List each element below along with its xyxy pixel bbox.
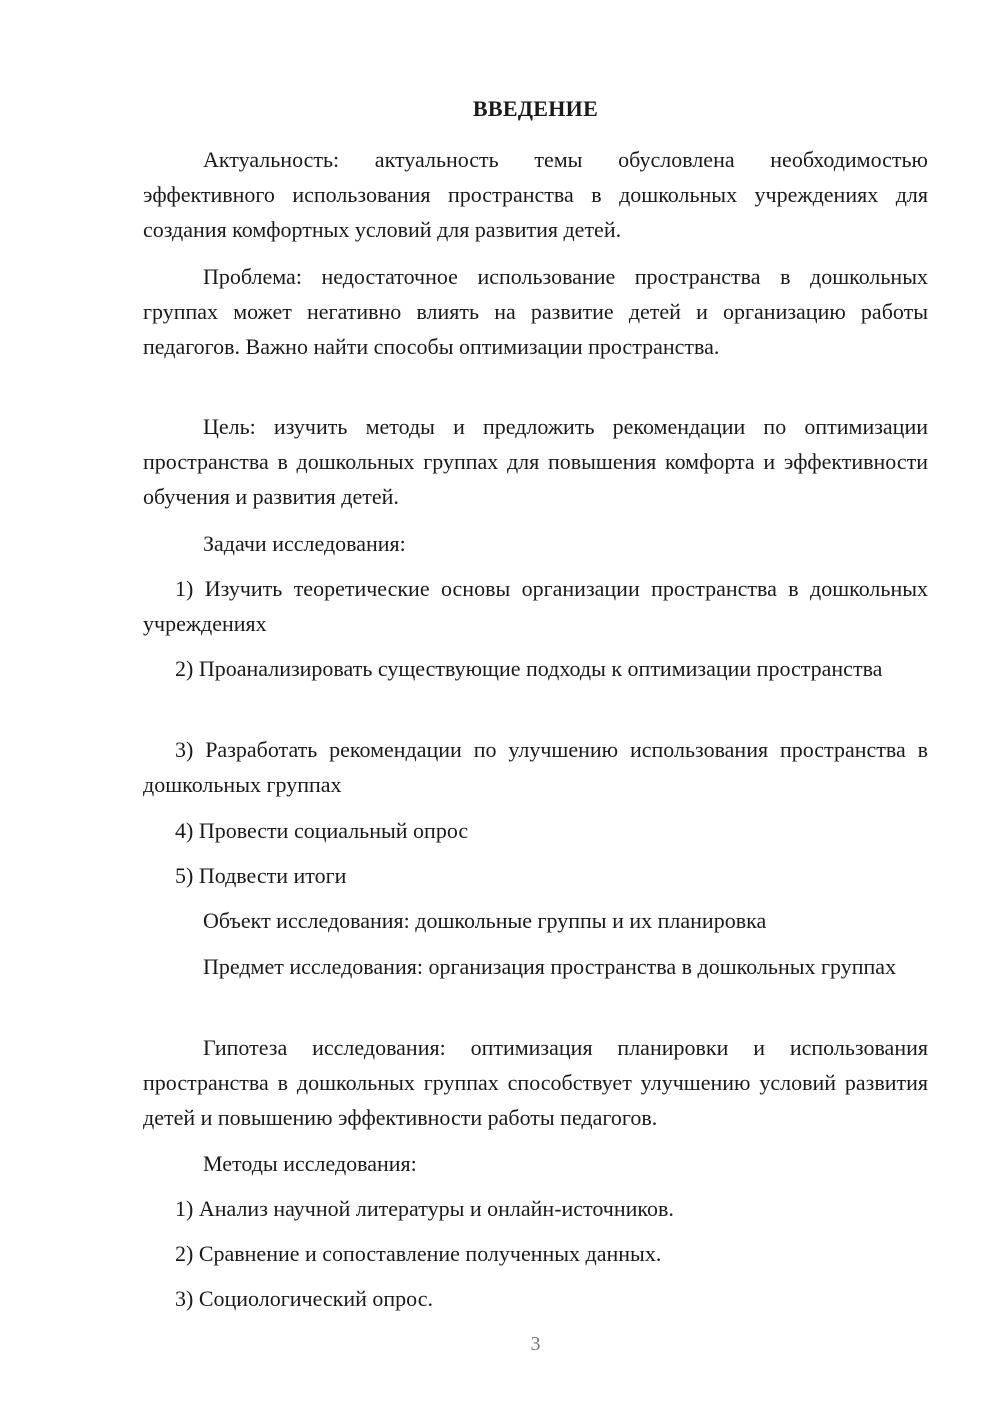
object-paragraph: Объект исследования: дошкольные группы и их планировка [203, 908, 767, 933]
relevance-paragraph: Актуальность: актуальность темы обусловлена необходимостью эффективного использования пространства в дошкольных учреждениях для создания комфортных условий для развития детей. [143, 147, 928, 242]
page-number: 3 [530, 1333, 541, 1355]
method-item: 3) Социологический опрос. [175, 1286, 433, 1311]
page-title: ВВЕДЕНИЕ [472, 96, 599, 121]
method-item: 1) Анализ научной литературы и онлайн-источников. [175, 1196, 674, 1221]
task-item: 2) Проанализировать существующие подходы к оптимизации пространства [175, 656, 883, 681]
hypothesis-paragraph: Гипотеза исследования: оптимизация планировки и использования пространства в дошкольных группах способствует улучшению условий развития детей и повышению эффективности работы педагогов. [143, 1035, 928, 1130]
subject-paragraph: Предмет исследования: организация пространства в дошкольных группах [203, 954, 897, 979]
task-item: 4) Провести социальный опрос [175, 818, 469, 843]
task-item: 1) Изучить теоретические основы организации пространства в дошкольных учреждениях [143, 576, 928, 636]
document-page [143, 0, 928, 1414]
method-item: 2) Сравнение и сопоставление полученных данных. [175, 1241, 662, 1266]
tasks-heading: Задачи исследования: [203, 531, 406, 556]
methods-heading: Методы исследования: [203, 1151, 417, 1176]
problem-paragraph: Проблема: недостаточное использование пространства в дошкольных группах может негативно влиять на развитие детей и организацию работы педагогов. Важно найти способы оптимизации пространства. [143, 264, 928, 359]
task-item: 3) Разработать рекомендации по улучшению использования пространства в дошкольных группах [143, 737, 928, 797]
goal-paragraph: Цель: изучить методы и предложить рекомендации по оптимизации пространства в дошкольных группах для повышения комфорта и эффективности обучения и развития детей. [143, 414, 928, 509]
task-item: 5) Подвести итоги [175, 863, 347, 888]
